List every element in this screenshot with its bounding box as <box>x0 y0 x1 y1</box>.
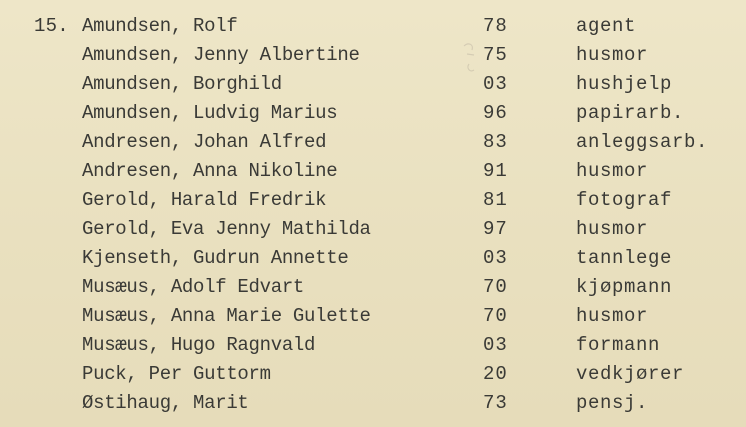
birth-year: 78 <box>483 15 508 37</box>
birth-year: 20 <box>483 363 508 385</box>
occupation: papirarb. <box>576 102 685 124</box>
resident-name: Amundsen, Borghild <box>82 73 282 95</box>
birth-year: 03 <box>483 73 508 95</box>
occupation: formann <box>576 334 661 356</box>
resident-name: Gerold, Harald Fredrik <box>82 189 327 211</box>
entry-number: 15. <box>34 15 69 37</box>
birth-year: 96 <box>483 102 508 124</box>
resident-list <box>0 14 746 420</box>
occupation: husmor <box>576 305 649 327</box>
birth-year: 73 <box>483 392 508 414</box>
resident-name: Gerold, Eva Jenny Mathilda <box>82 218 371 240</box>
resident-row <box>0 159 746 188</box>
resident-row <box>0 275 746 304</box>
resident-row <box>0 246 746 275</box>
birth-year: 83 <box>483 131 508 153</box>
occupation: hushjelp <box>576 73 673 95</box>
occupation: pensj. <box>576 392 649 414</box>
resident-name: Andresen, Johan Alfred <box>82 131 327 153</box>
birth-year: 03 <box>483 334 508 356</box>
resident-name: Musæus, Anna Marie Gulette <box>82 305 371 327</box>
resident-name: Andresen, Anna Nikoline <box>82 160 338 182</box>
birth-year: 97 <box>483 218 508 240</box>
resident-row <box>0 14 746 43</box>
resident-row <box>0 333 746 362</box>
resident-row <box>0 304 746 333</box>
resident-row <box>0 101 746 130</box>
occupation: husmor <box>576 160 649 182</box>
occupation: vedkjører <box>576 363 685 385</box>
resident-row <box>0 217 746 246</box>
resident-name: Amundsen, Rolf <box>82 15 238 37</box>
resident-name: Kjenseth, Gudrun Annette <box>82 247 349 269</box>
occupation: tannlege <box>576 247 673 269</box>
resident-row <box>0 72 746 101</box>
occupation: husmor <box>576 44 649 66</box>
resident-name: Puck, Per Guttorm <box>82 363 271 385</box>
resident-name: Musæus, Adolf Edvart <box>82 276 305 298</box>
occupation: anleggsarb. <box>576 131 709 153</box>
resident-row <box>0 43 746 72</box>
birth-year: 75 <box>483 44 508 66</box>
birth-year: 70 <box>483 276 508 298</box>
birth-year: 70 <box>483 305 508 327</box>
birth-year: 81 <box>483 189 508 211</box>
resident-row <box>0 362 746 391</box>
resident-row <box>0 188 746 217</box>
birth-year: 91 <box>483 160 508 182</box>
occupation: fotograf <box>576 189 673 211</box>
resident-name: Østihaug, Marit <box>82 392 249 414</box>
resident-row <box>0 130 746 159</box>
resident-name: Musæus, Hugo Ragnvald <box>82 334 316 356</box>
resident-name: Amundsen, Ludvig Marius <box>82 102 338 124</box>
resident-row <box>0 391 746 420</box>
resident-name: Amundsen, Jenny Albertine <box>82 44 360 66</box>
occupation: kjøpmann <box>576 276 673 298</box>
birth-year: 03 <box>483 247 508 269</box>
occupation: agent <box>576 15 637 37</box>
occupation: husmor <box>576 218 649 240</box>
